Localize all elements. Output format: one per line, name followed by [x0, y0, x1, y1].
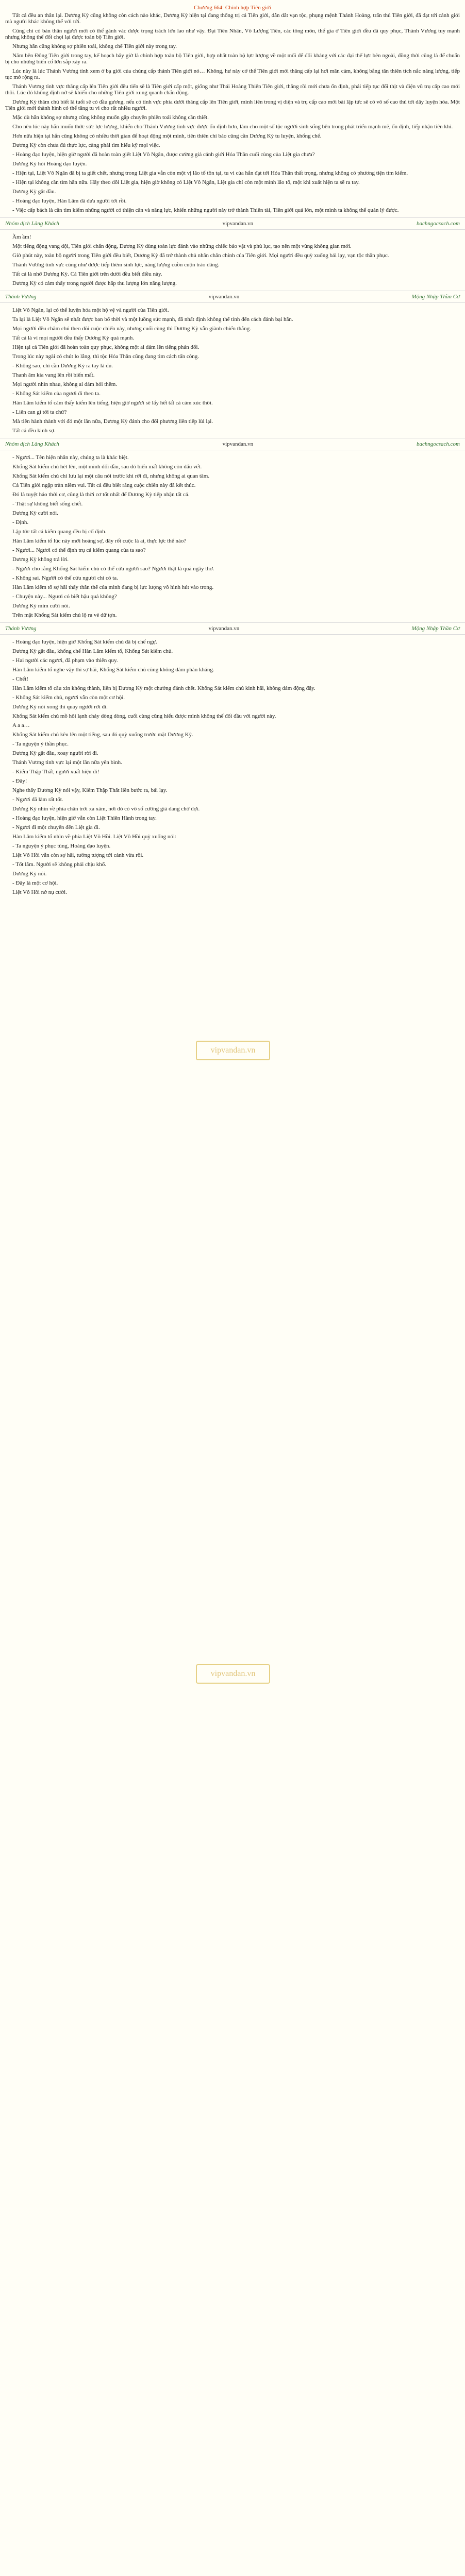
- paragraph: - Ta nguyện ý phục tùng, Hoàng đạo luyện.: [12, 843, 111, 849]
- paragraph: Dương Kỳ mỉm cười nói.: [12, 603, 70, 609]
- paragraph: - Chuyện này... Ngươi có biết hậu quả không?: [12, 594, 117, 600]
- paragraph: Mặc dù hắn không sợ nhưng cũng không muốn gặp chuyện phiền toái không cần thiết.: [12, 114, 209, 121]
- paragraph: Cả Tiên giới ngập tràn niềm vui. Tất cả đều biết rằng cuộc chiến này đã kết thúc.: [12, 482, 196, 488]
- text-section: [0, 639, 465, 895]
- paragraph: Ta lại là Liệt Vô Ngân sẽ nhất được ban bố thời và một luồng sức mạnh, đã nhất định không thể tính đến cách đánh bại hắn.: [12, 316, 293, 323]
- paragraph: - Liên can gì tới ta chứ?: [12, 409, 67, 415]
- paragraph: Trên mặt Khổng Sát kiếm chủ lộ ra vẻ dữ tợn.: [12, 612, 117, 618]
- paragraph: Thanh âm kia vang lên rồi biến mất.: [12, 372, 95, 378]
- paragraph: Lúc này là lúc Thánh Vương tính xem ở bạ giới của chúng cấp thánh Tiên giới nó… Không, hư này cớ thể Tiên giới mới thăng cấp lại hơi mãn cảm, không bằng tân thiên tích nắc năng lượng, tiếp tục mở rộng ra.: [5, 68, 460, 80]
- paragraph: - Hoàng đạo luyện, hiện giờ vẫn còn Liệt Thiên Hành trong tay.: [12, 815, 157, 821]
- paragraph: Nhưng hắn cũng không sợ phiền toái, không chế Tiên giới này trong tay.: [12, 43, 177, 49]
- paragraph: A a a…: [12, 722, 30, 728]
- page-footer: [0, 217, 465, 230]
- text-section: [0, 454, 465, 618]
- paragraph: Liệt Vô Hồi vẫn còn sợ hãi, tưởng tượng tới cảnh vừa rồi.: [12, 852, 144, 858]
- footer-right: Mộng Nhập Thần Cơ: [411, 294, 460, 300]
- paragraph: Dương Kỳ gật đầu, xoay người rời đi.: [12, 750, 98, 756]
- paragraph: Hàn Lâm kiếm tổ cầu xin không thành, liền bị Dương Kỳ một chưởng đánh chết. Khổng Sát kiếm chủ kinh hãi, không dám động đậy.: [12, 685, 315, 691]
- paragraph: - Khổng Sát kiếm chủ, ngươi vẫn còn một cơ hội.: [12, 694, 125, 701]
- paragraph: Đó là tuyệt hảo thời cơ, cũng là thời cơ tốt nhất để Dương Kỳ tiếp nhận tất cả.: [12, 492, 190, 498]
- text-section: [0, 307, 465, 434]
- paragraph: - Ngươi cho rằng Khổng Sát kiếm chủ có thể cứu ngươi sao? Ngươi thật là quá ngây thơ.: [12, 566, 214, 572]
- paragraph: Hơn nữa hiện tại hắn cũng không có nhiều thời gian để hoạt động một mình, tiên thiên chí bảo cũng cần Dương Kỳ tu luyện, khống chế.: [12, 133, 322, 139]
- footer-right[interactable]: bachngocsach.com: [416, 221, 460, 227]
- footer-left: Nhóm dịch Lăng Khách: [5, 441, 59, 447]
- paragraph: Dương Kỳ nói.: [12, 871, 47, 877]
- paragraph: Hàn Lâm kiếm tổ lúc này mới hoảng sợ, đây rốt cuộc là ai, thực lực thế nào?: [12, 538, 187, 544]
- paragraph: Hàn Lâm kiếm tổ sợ hãi thấy thân thể của mình đang bị lực lượng vô hình hút vào trong.: [12, 584, 214, 590]
- paragraph: Dương Kỳ không trả lời.: [12, 556, 69, 563]
- paragraph: - Không sai. Người có thể cứu ngươi chỉ có ta.: [12, 575, 118, 581]
- paragraph: Trong lúc này ngài có chút lo lắng, thì tộc Hóa Thần cũng đang tìm cách tấn công.: [12, 353, 200, 360]
- paragraph: Ầm ầm!: [12, 234, 31, 240]
- paragraph: - Ta nguyện ý thần phục.: [12, 741, 69, 747]
- paragraph: Dương Kỳ gật đầu, khống chế Hàn Lâm kiếm tổ, Khổng Sát kiếm chủ.: [12, 648, 173, 654]
- paragraph: - Ngươi... Tên hiện nhân này, chúng ta là khác biệt.: [12, 454, 129, 461]
- paragraph: Tất cả đều an thân lại. Dương Kỳ cũng không còn cách nào khác, Dương Kỳ hiện tại đang thống trị cả Tiên giới, dẫn dắt vạn tộc, phụng mệnh Thánh Hoàng, trấn thủ Tiên giới, đã đạt tới cảnh giới mà người khác không thể với tới.: [5, 12, 460, 25]
- paragraph: Hàn Lâm kiếm tổ cảm thấy kiếm lên tiếng, hiện giờ ngươi sẽ lấy hết tất cả cảm xúc thôi.: [12, 400, 213, 406]
- footer-left: Nhóm dịch Lăng Khách: [5, 221, 59, 227]
- page-footer: [0, 622, 465, 635]
- page-footer: [0, 438, 465, 450]
- paragraph: - Đây là một cơ hội.: [12, 880, 58, 886]
- footer-center[interactable]: vipvandan.vn: [222, 441, 254, 447]
- paragraph: - Tốt lắm. Người sẽ không phải chịu khổ.: [12, 861, 107, 868]
- paragraph: Cho nên lúc này hắn muốn thức sức lực lượng, khiến cho Thánh Vương tinh vực được ổn định hơn, làm cho một số tộc người sinh sống bên trong phát triển mạnh mẽ, ổn định, tiếp nhận tiên khí.: [12, 124, 453, 130]
- paragraph: Khổng Sát kiếm chủ kêu lên một tiếng, sau đó quỳ xuống trước mặt Dương Kỳ.: [12, 732, 193, 738]
- paragraph: Hiện tại cả Tiên giới đã hoàn toàn quy phục, không một ai dám lên tiếng phản đối.: [12, 344, 200, 350]
- chapter-title: Chương 664: Chính hợp Tiên giới: [194, 5, 271, 11]
- footer-right: Mộng Nhập Thần Cơ: [411, 625, 460, 632]
- paragraph: Thánh Vương tinh vực lại một lần nữa yên bình.: [12, 759, 122, 766]
- paragraph: - Đây!: [12, 778, 27, 784]
- paragraph: Tất cả là nhờ Dương Kỳ. Cả Tiên giới trên dưới đều biết điều này.: [12, 271, 162, 277]
- paragraph: - Kiếm Thập Thất, ngươi xuất hiện đi!: [12, 769, 99, 775]
- paragraph: Dương Kỳ nhìn về phía chân trời xa xăm, nơi đó có vô số cường giả đang chờ đợi.: [12, 806, 200, 812]
- paragraph: Dương Kỳ nói xong thì quay người rời đi.: [12, 704, 108, 710]
- paragraph: - Ngươi đã làm rất tốt.: [12, 796, 63, 803]
- paragraph: Dương Kỳ cười nói.: [12, 510, 58, 516]
- paragraph: Khổng Sát kiếm chủ mồ hôi lạnh chảy dòng dòng, cuối cùng cũng hiểu được mình không thể đối đầu với người này.: [12, 713, 276, 719]
- paragraph: Dương Kỳ hỏi Hoàng đạo luyện.: [12, 161, 87, 167]
- paragraph: - Hiện tại không cần tìm hắn nữa. Hãy theo dõi Liệt gia, hiện giờ không có Liệt Vô Ngân, Liệt gia chỉ còn một mình lão tổ, một khi xuất hiện ta sẽ ra tay.: [12, 179, 360, 185]
- paragraph: - Định.: [12, 519, 29, 526]
- watermark-stamp: vipvandan.vn: [196, 1041, 270, 1060]
- footer-center[interactable]: vipvandan.vn: [222, 221, 254, 227]
- paragraph: Liệt Vô Ngân, lại có thể luyện hóa một hộ vệ và người của Tiên giới.: [12, 307, 169, 313]
- paragraph: - Hai người các ngươi, đã phạm vào thiên quy.: [12, 657, 118, 664]
- text-section: [0, 12, 465, 213]
- paragraph: - Hoàng đạo luyện, hiện giờ người đã hoàn toàn giết Liệt Vô Ngân, được cường giả cảnh giới Hóa Thần cuối cùng của Liệt gia chưa?: [12, 151, 315, 158]
- paragraph: Nghe thấy Dương Kỳ nói vậy, Kiếm Thập Thất liền bước ra, bái lạy.: [12, 787, 168, 793]
- paragraph: - Hoàng đạo luyện, hiện giờ Khổng Sát kiếm chủ đã bị chế ngự.: [12, 639, 157, 645]
- paragraph: Khổng Sát kiếm chủ chỉ lưu lại một câu nói trước khi rời đi, nhưng không ai quan tâm.: [12, 473, 210, 479]
- paragraph: - Ngươi đi một chuyến đến Liệt gia đi.: [12, 824, 100, 831]
- paragraph: - Thật sự không biết sống chết.: [12, 501, 83, 507]
- paragraph: Năm bên Đông Tiên giới trong tay, kế hoạch bây giờ là chỉnh hợp toàn bộ Tiên giới, hợp nhất toàn bộ lực lượng về một mối để đối kháng với các đại thế lực bên ngoài, đồng thời cũng là để chuẩn bị cho những biến cố lớn sắp xảy ra.: [5, 53, 460, 65]
- paragraph: - Việc cấp bách là cần tìm kiếm những người có thiện căn và năng lực, khiến những người này trở thành Thiên tài, Tiên giới quá lớn, một mình ta không thể quản lý được.: [12, 207, 399, 213]
- paragraph: Tất cả đều kinh sợ.: [12, 428, 56, 434]
- text-section: [0, 234, 465, 286]
- footer-center[interactable]: vipvandan.vn: [208, 294, 240, 300]
- paragraph: Khổng Sát kiếm chủ hét lên, một mình đối đầu, sau đó biến mất không còn dấu vết.: [12, 464, 202, 470]
- footer-left: Thánh Vương: [5, 625, 37, 632]
- paragraph: Dương Kỳ có cảm thấy trong người được hấp thu lượng lớn năng lượng.: [12, 280, 177, 286]
- paragraph: Hàn Lâm kiếm tổ nghe vậy thì sợ hãi, Khổng Sát kiếm chủ cũng không dám phản kháng.: [12, 667, 214, 673]
- page-footer: [0, 291, 465, 303]
- paragraph: Mọi người đều chăm chú theo dõi cuộc chiến này, nhưng cuối cùng thì Dương Kỳ vẫn giành chiến thắng.: [12, 326, 251, 332]
- paragraph: Dương Kỳ gật đầu.: [12, 189, 56, 195]
- footer-center[interactable]: vipvandan.vn: [208, 625, 240, 632]
- paragraph: - Hiện tại, Liệt Vô Ngân đã bị ta giết chết, nhưng trong Liệt gia vẫn còn một vị lão tổ tồn tại, tu vi của hắn đạt tới Hóa Thần thất trọng, nhưng không có phương tiện tìm kiếm.: [12, 170, 408, 176]
- paragraph: - Hoàng đạo luyện, Hàn Lâm đã đưa người tới rồi.: [12, 198, 127, 204]
- paragraph: Giờ phút này, toàn bộ người trong Tiên giới đều biết, Dương Kỳ đã trở thành chủ nhân chân chính của Tiên giới. Mọi người đều quỳ xuống bái lạy, vạn tộc thần phục.: [12, 252, 389, 259]
- paragraph: Hàn Lâm kiếm tổ nhìn về phía Liệt Vô Hồi. Liệt Vô Hồi quỳ xuống nói:: [12, 834, 176, 840]
- paragraph: Lập tức tất cả kiếm quang đều bị cố định.: [12, 529, 107, 535]
- paragraph: Dương Kỳ thăm chú biết là tuổi sẽ có đầu gương, nếu có tính vực phía dưới thăng cấp lên Tiên giới, mình liên trong vị diện và trụ cấp cao mới bài lập tức sẽ có vô số cao thủ tới dây luyện hóa. Một Tiên giới mới thành hình có thể tăng tu vi cho rất nhiều người.: [5, 99, 460, 111]
- paragraph: Cũng chỉ có bản thân ngươi mới có thể gánh vác được trọng trách lớn lao như vậy. Đại Tiên Nhân, Vô Lượng Tiên, các tông môn, thế gia ở Tiên giới đều đã quy phục, Thánh Vương tuy mạnh nhưng không thể đối chọi lại được toàn bộ Tiên giới.: [5, 28, 460, 40]
- paragraph: Mà tiên hành thành với đó một lần nữa, Dương Kỳ đánh cho đối phương liên tiếp lùi lại.: [12, 418, 213, 425]
- paragraph: Liệt Vô Hồi nở nụ cười.: [12, 889, 67, 895]
- footer-right[interactable]: bachngocsach.com: [416, 441, 460, 447]
- paragraph: Thánh Vương tinh vực thăng cấp lên Tiên giới đều tiến sẽ là Tiên giới cấp một, giống như Thái Hoàng Thiên Tiên giới, thăng rồi mới chưa ổn định, phải tiếp tục đổi thịt và điện vũ trụ cấp cao mới thôi. Lúc đó không định nở sẽ khiến cho những Tiên giới xung quanh chấn động.: [5, 83, 460, 96]
- paragraph: - Khổng Sát kiếm của ngươi đi theo ta.: [12, 391, 101, 397]
- paragraph: Mọi người nhìn nhau, không ai dám hỏi thêm.: [12, 381, 118, 387]
- watermark-stamp: vipvandan.vn: [196, 1664, 270, 1684]
- paragraph: Tất cả là vì mọi người đều thấy Dương Kỳ quá mạnh.: [12, 335, 135, 341]
- paragraph: Thánh Vương tinh vực cũng như được tiếp thêm sinh lực, năng lượng cuồn cuộn trào dâng.: [12, 262, 220, 268]
- paragraph: Một tiếng động vang dội, Tiên giới chấn động, Dương Kỳ dùng toàn lực đánh vào những chiếc bảo vật và phù lục, tạo nên một vùng không gian mới.: [12, 243, 352, 249]
- footer-left: Thánh Vương: [5, 294, 37, 300]
- paragraph: - Ngươi... Ngươi có thể định trụ cả kiếm quang của ta sao?: [12, 547, 146, 553]
- paragraph: - Chết!: [12, 676, 28, 682]
- paragraph: - Không sao, chỉ cần Dương Kỳ ra tay là đủ.: [12, 363, 113, 369]
- paragraph: Dương Kỳ còn chưa đủ thực lực, càng phải tìm hiểu kỹ mọi việc.: [12, 142, 160, 148]
